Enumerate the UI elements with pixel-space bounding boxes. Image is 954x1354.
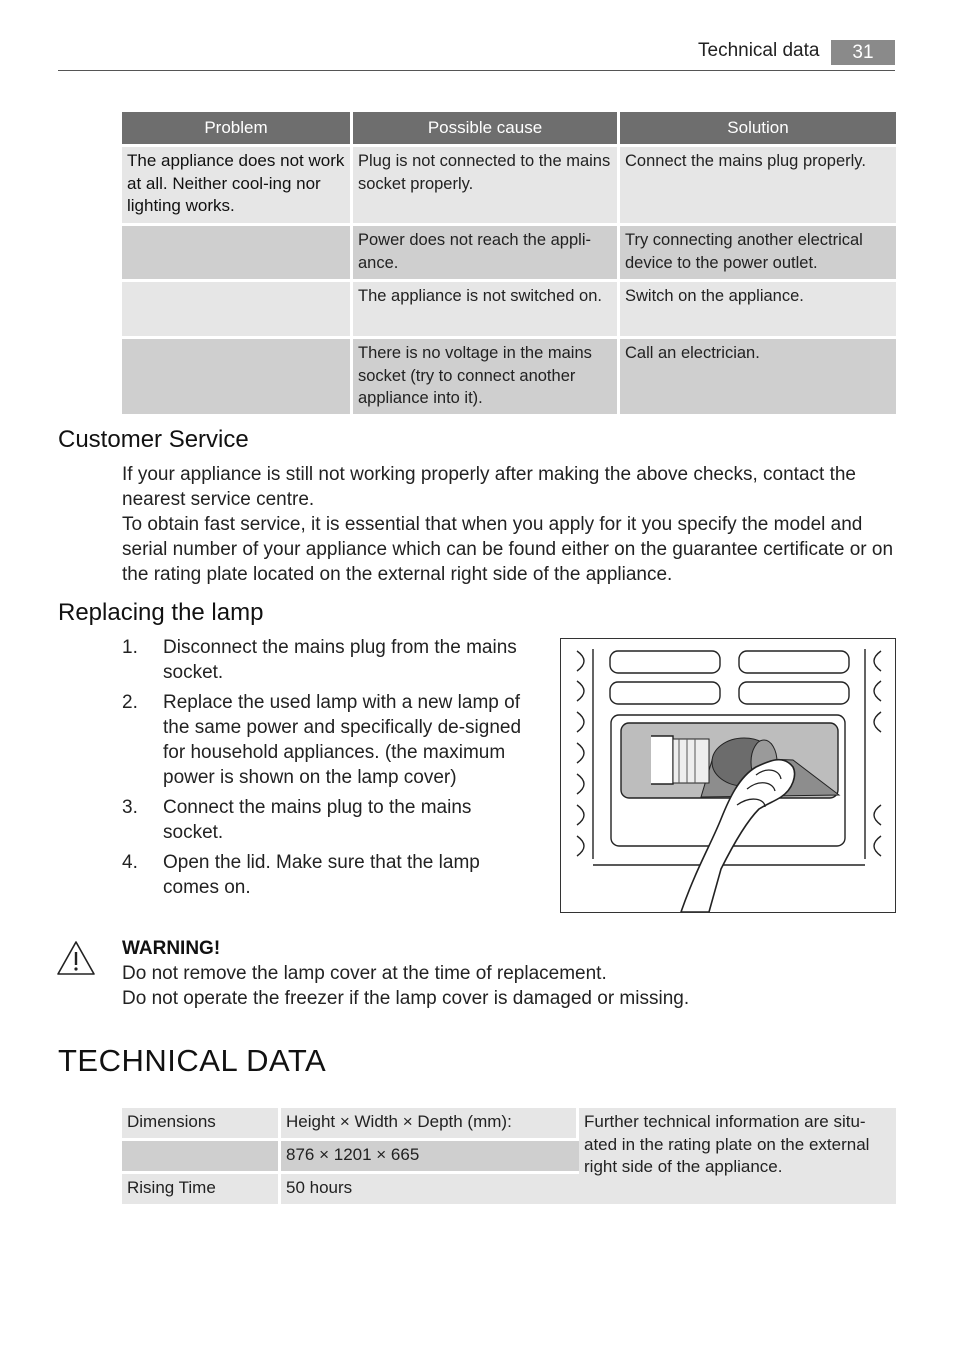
solution-cell: Call an electrician. <box>620 339 896 417</box>
step-text: Replace the used lamp with a new lamp of the same power and specifically de-signed for household appliances. (the maximum power is shown on the lamp cover) <box>163 692 522 788</box>
problem-cell <box>122 339 353 417</box>
step-number: 3. <box>122 797 138 818</box>
table-row <box>122 147 896 226</box>
technical-note: Further technical information are situ-ated in the rating plate on the external right side of the appliance. <box>579 1108 896 1207</box>
technical-data-heading: TECHNICAL DATA <box>58 1043 327 1078</box>
step-number: 2. <box>122 692 138 713</box>
solution-cell: Connect the mains plug properly. <box>620 147 896 226</box>
warning-text: Do not remove the lamp cover at the time of replacement. <box>122 963 607 984</box>
warning-text: Do not operate the freezer if the lamp cover is damaged or missing. <box>122 988 690 1009</box>
customer-service-paragraph: If your appliance is still not working properly after making the above checks, contact the nearest service centre. <box>122 464 856 510</box>
table-row <box>122 226 896 282</box>
running-header-title: Technical data <box>698 40 820 61</box>
list-item <box>122 635 522 685</box>
step-number: 1. <box>122 637 138 658</box>
spec-label: Rising Time <box>122 1174 281 1207</box>
customer-service-heading: Customer Service <box>58 426 249 453</box>
problem-cell <box>122 226 353 282</box>
column-header-cause: Possible cause <box>353 112 620 147</box>
header-rule <box>58 70 895 71</box>
problem-cell: The appliance does not work at all. Neither cool-ing nor lighting works. <box>122 147 353 226</box>
list-item <box>122 690 522 790</box>
customer-service-body <box>122 462 894 587</box>
replacing-lamp-heading: Replacing the lamp <box>58 599 264 626</box>
hand-replacing-lamp-icon <box>561 639 895 912</box>
problem-cell <box>122 282 353 339</box>
spec-value: 50 hours <box>281 1174 579 1207</box>
cause-cell: Power does not reach the appli-ance. <box>353 226 620 282</box>
customer-service-paragraph: To obtain fast service, it is essential that when you apply for it you specify the model and serial number of your appliance which can be found either on the guarantee certificate or on the rating plate located on the external right side of the appliance. <box>122 514 894 585</box>
table-row <box>122 339 896 417</box>
cause-cell: The appliance is not switched on. <box>353 282 620 339</box>
solution-cell: Try connecting another electrical device to the power outlet. <box>620 226 896 282</box>
column-header-problem: Problem <box>122 112 353 147</box>
lamp-replacement-illustration <box>560 638 896 913</box>
lamp-steps-list <box>122 635 522 905</box>
table-row <box>122 1108 896 1141</box>
step-text: Connect the mains plug to the mains socket. <box>163 797 472 843</box>
cause-cell: Plug is not connected to the mains socket properly. <box>353 147 620 226</box>
troubleshooting-table <box>122 112 896 417</box>
spec-label <box>122 1141 281 1174</box>
table-row <box>122 282 896 339</box>
spec-value: Height × Width × Depth (mm): <box>281 1108 579 1141</box>
list-item <box>122 795 522 845</box>
list-item <box>122 850 522 900</box>
warning-title: WARNING! <box>122 938 221 959</box>
step-number: 4. <box>122 852 138 873</box>
spec-label: Dimensions <box>122 1108 281 1141</box>
page-number: 31 <box>831 40 895 65</box>
spec-value: 876 × 1201 × 665 <box>281 1141 579 1174</box>
step-text: Open the lid. Make sure that the lamp comes on. <box>163 852 480 898</box>
column-header-solution: Solution <box>620 112 896 147</box>
solution-cell: Switch on the appliance. <box>620 282 896 339</box>
cause-cell: There is no voltage in the mains socket (try to connect another appliance into it). <box>353 339 620 417</box>
table-header-row <box>122 112 896 147</box>
warning-triangle-icon <box>56 940 96 976</box>
technical-data-table <box>122 1108 896 1207</box>
step-text: Disconnect the mains plug from the mains socket. <box>163 637 517 683</box>
